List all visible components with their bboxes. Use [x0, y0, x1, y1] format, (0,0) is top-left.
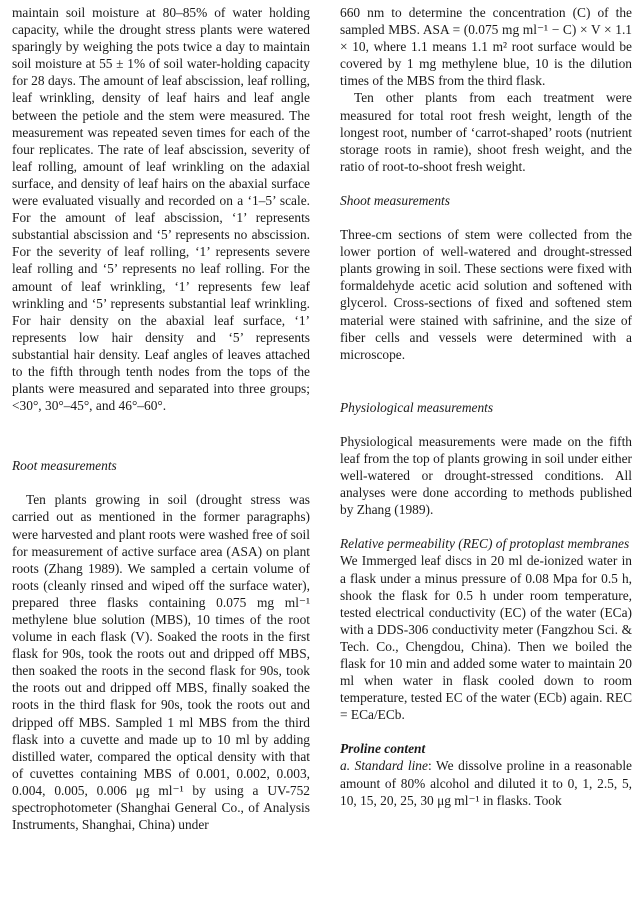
section-gap [340, 175, 632, 192]
section-gap [12, 414, 310, 457]
section-gap [340, 416, 632, 433]
section-gap [12, 474, 310, 491]
physiological-measurements-paragraph: Physiological measurements were made on the fifth leaf from the top of plants growing in soil under either well-watered or drought-stressed conditions. All analyses were done according to methods published by Zhang (1989). [340, 433, 632, 518]
right-column [340, 4, 632, 809]
leaf-measurement-paragraph: maintain soil moisture at 80–85% of water holding capacity, while the drought stress plants were watered sparingly by weighing the pots twice a day to maintain soil moisture at 55 ± 1% of soil water-holding capacity for 28 days. The amount of leaf abscission, leaf rolling, leaf wrinkling, density of leaf hairs and leaf angle between the petiole and the stem were measured. The measurement was repeated seven times for each of the four replicates. The rate of leaf abscission, severity of leaf rolling, amount of leaf wrinkling on the adaxial surface, and density of leaf hairs on the abaxial surface were evaluated visually and recorded on a ‘1–5’ scale. For the amount of leaf abscission, ‘1’ represents substantial abscission and ‘5’ represents no abscission. For the severity of leaf rolling, ‘1’ represents severe leaf rolling and ‘5’ represents no leaf rolling. For the amount of leaf wrinkling, ‘1’ represents few leaf wrinkling and ‘5’ represents substantial leaf wrinkling. For hair density on the abaxial leaf surface, ‘1’ represents low hair density and ‘5’ represents substantial hair density. Leaf angles of leaves attached to the fifth through tenth nodes from the tops of the plants were measured and separated into three groups; <30°, 30°–45°, and 46°–60°. [12, 5, 310, 414]
section-gap [340, 363, 632, 399]
root-measurements-paragraph: Ten plants growing in soil (drought stress was carried out as mentioned in the former paragraphs) were harvested and plant roots were washed free of soil for measurement of active surface area (ASA) on plant roots (Zhang 1989). We sampled a certain volume of roots (cleanly rinsed and wiped off the surface water), prepared three flasks containing 0.075 mg ml⁻¹ methylene blue solution (MBS), 10 times of the root volume in each flask (V). Soaked the roots in the first flask for 90s, took the roots out and dripped off MBS, then soaked the roots in the second flask for 90s, took the roots out and dripped off MBS, finally soaked the roots in the third flask for 90s, took the roots out and dripped off MBS. Sampled 1 ml MBS from the third flask into a cuvette and made up to 10 ml by adding distilled water, compared the optical density with that of cuvettes containing MBS of 0.001, 0.002, 0.003, 0.004, 0.005, 0.006 μg ml⁻¹ by using a UV-752 spectrophotometer (Shanghai General Co., of Analysis Instruments, Shanghai, China) under [12, 492, 310, 833]
shoot-measurements-heading: Shoot measurements [340, 192, 450, 208]
rec-paragraph: We Immerged leaf discs in 20 ml de-ionized water in a flask under a minus pressure of 0.08 Mpa for 0.5 h, shook the flask for 0.5 h under room temperature, tested electrical conductivity (EC) of the water (ECa) with a DDS-306 conductivity meter (Fangzhou Sci. & Tech. Co., Chengdou, China). Then we boiled the flask for 10 min and added some water to maintain 20 ml when water in flask cooled down to room temperature, tested EC of the water (ECb) again. REC = ECa/ECb. [340, 553, 632, 723]
section-gap [340, 723, 632, 740]
rec-heading: Relative permeability (REC) of protoplast membranes [340, 536, 630, 552]
standard-line-text: : We dissolve proline in a reasonable amount of 80% alcohol and diluted it to 0, 1, 2.5, 5, 10, 15, 20, 25, 30 μg ml⁻¹ in flasks. Took [340, 758, 632, 808]
physiological-measurements-heading: Physiological measurements [340, 399, 494, 415]
section-gap [340, 209, 632, 226]
root-measurements-heading: Root measurements [12, 458, 117, 474]
section-gap [340, 518, 632, 535]
asa-formula-paragraph: 660 nm to determine the concentration (C) of the sampled MBS. ASA = (0.075 mg ml⁻¹ − C) × V × 1.1 × 10, where 1.1 means 1.1 m² root surface would be covered by 1 mg methylene blue, 10 is the dilution times of the MBS from the third flask. [340, 5, 632, 89]
shoot-measurements-paragraph: Three-cm sections of stem were collected from the lower portion of well-watered and drought-stressed plants growing in soil. These sections were fixed with formaldehyde acetic acid solution and softened with glycerol. Cross-sections of fixed and softened stem material were stained with safrinine, and the size of fiber cells and vessels were determined with a microscope. [340, 227, 632, 362]
proline-standard-line-paragraph [340, 757, 632, 808]
standard-line-label: a. Standard line [340, 758, 428, 774]
proline-content-heading: Proline content [340, 741, 426, 757]
left-column [12, 4, 310, 833]
root-weight-paragraph: Ten other plants from each treatment were measured for total root fresh weight, length of the longest root, number of ‘carrot-shaped’ roots (nutrient storage roots in ramie), shoot fresh weight, and the ratio of root-to-shoot fresh weight. [340, 90, 632, 174]
